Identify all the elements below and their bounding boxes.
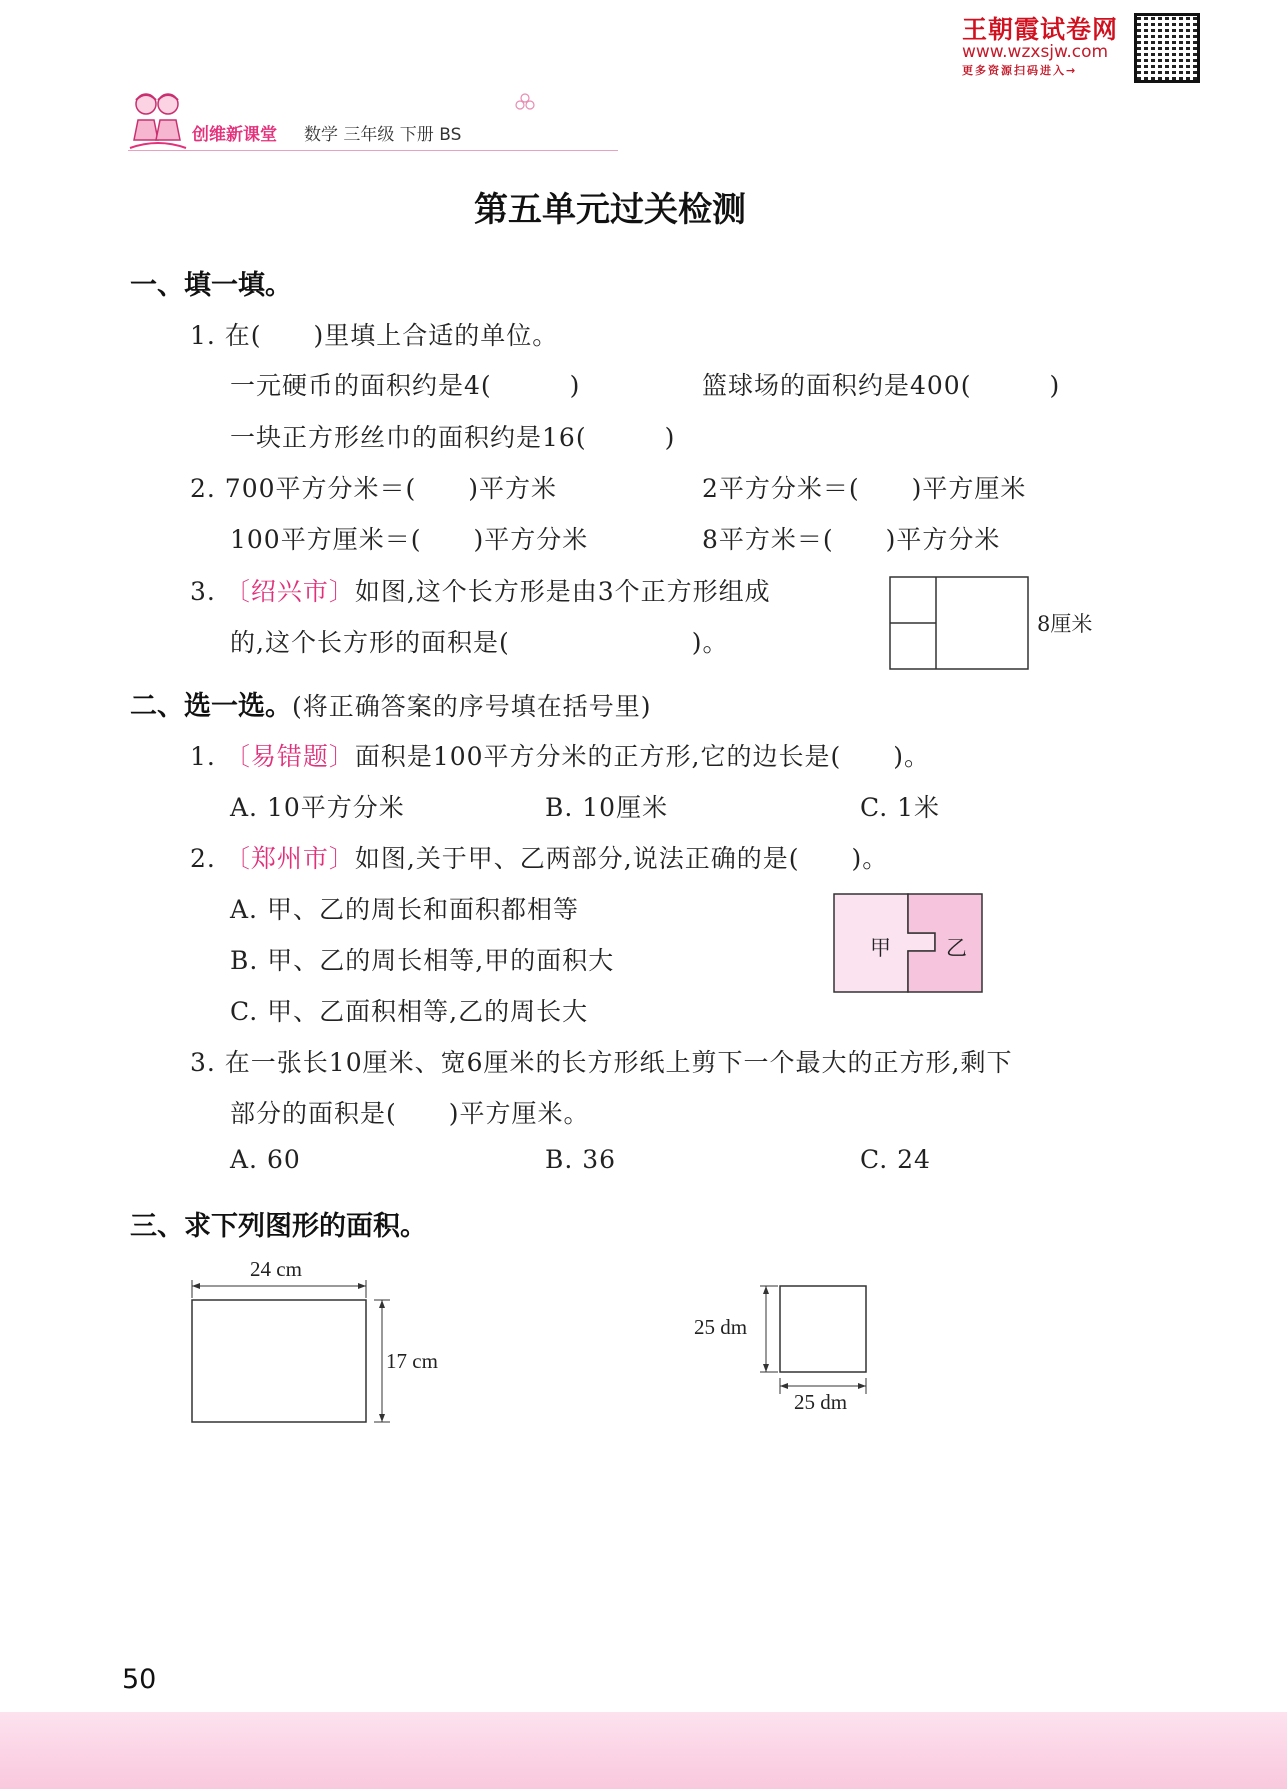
brand-tip: 更多资源扫码进入→ [962, 64, 1078, 77]
s1-q3-text1: 如图,这个长方形是由3个正方形组成 [354, 577, 771, 606]
rect-width-label: 24 cm [250, 1257, 302, 1281]
s2-q1-option-c[interactable]: C. 1米 [860, 793, 941, 822]
mistake-tag: 〔易错题〕 [224, 742, 355, 771]
rect-height-label: 17 cm [386, 1349, 438, 1373]
s1-q2-a: 2. 700平方分米＝( )平方米 [190, 474, 558, 503]
page-title: 第五单元过关检测 [474, 190, 746, 230]
s1-q1-a: 一元硬币的面积约是4( ) [230, 371, 581, 400]
s2-q1-option-b[interactable]: B. 10厘米 [545, 793, 669, 822]
s2-q2-num: 2. [190, 844, 216, 873]
s2-q3-line2: 部分的面积是( )平方厘米。 [230, 1099, 590, 1128]
s2-q3-option-b[interactable]: B. 36 [545, 1145, 617, 1174]
s2-q3-option-a[interactable]: A. 60 [230, 1145, 301, 1174]
s2-q1-text: 面积是100平方分米的正方形,它的边长是( )。 [354, 742, 931, 771]
s2-q3-option-c[interactable]: C. 24 [860, 1145, 931, 1174]
s2-q1-stem [190, 737, 930, 773]
s2-q1-option-a[interactable]: A. 10平方分米 [230, 793, 405, 822]
figure-side-label: 8厘米 [1037, 612, 1093, 636]
s2-q1-num: 1. [190, 742, 216, 771]
subject-info: 数学 三年级 下册 BS [304, 125, 462, 145]
source-tag: 〔绍兴市〕 [224, 577, 355, 606]
square-figure [756, 1282, 868, 1398]
s2-q2-option-c[interactable]: C. 甲、乙面积相等,乙的周长大 [230, 997, 589, 1026]
qr-code-icon[interactable] [1134, 13, 1200, 83]
kids-mascot-icon [128, 90, 188, 152]
section-2-heading [130, 684, 652, 723]
square-side-label-bottom: 25 dm [794, 1390, 848, 1414]
brand-url[interactable]: www.wzxsjw.com [962, 42, 1109, 62]
header-divider [128, 150, 618, 151]
flower-icon [514, 92, 536, 114]
page-number: 50 [122, 1664, 157, 1695]
source-tag: 〔郑州市〕 [224, 844, 355, 873]
s1-q2-c: 100平方厘米＝( )平方分米 [230, 525, 589, 554]
yi-label: 乙 [946, 936, 967, 960]
s2-q2-option-b[interactable]: B. 甲、乙的周长相等,甲的面积大 [230, 946, 615, 975]
footer-band [0, 1712, 1287, 1789]
s2-q3-line1: 3. 在一张长10厘米、宽6厘米的长方形纸上剪下一个最大的正方形,剩下 [190, 1048, 1013, 1077]
section-2-note: (将正确答案的序号填在括号里) [292, 692, 652, 721]
s1-q1-b: 篮球场的面积约是400( ) [702, 371, 1061, 400]
s2-q2-option-a[interactable]: A. 甲、乙的周长和面积都相等 [230, 895, 579, 924]
s1-q3-line2: 的,这个长方形的面积是( )。 [230, 628, 729, 657]
s2-q2-stem [190, 839, 888, 875]
jia-label: 甲 [870, 936, 891, 960]
brand-name: 王朝霞试卷网 [962, 15, 1119, 44]
three-squares-figure [889, 576, 1029, 670]
series-name: 创维新课堂 [192, 125, 277, 145]
s1-q2-b: 2平方分米＝( )平方厘米 [702, 474, 1027, 503]
s1-q1-c: 一块正方形丝巾的面积约是16( ) [230, 423, 676, 452]
square-side-label-left: 25 dm [694, 1315, 748, 1339]
section-3-heading: 三、求下列图形的面积。 [130, 1211, 427, 1242]
rectangle-figure [186, 1276, 396, 1428]
s2-q2-text: 如图,关于甲、乙两部分,说法正确的是( )。 [354, 844, 889, 873]
section-1-heading: 一、填一填。 [130, 270, 292, 301]
s1-q3-line1 [190, 572, 771, 608]
s1-q3-num: 3. [190, 577, 216, 606]
section-2-title: 二、选一选。 [130, 691, 292, 722]
s1-q1-stem: 1. 在( )里填上合适的单位。 [190, 321, 559, 350]
s1-q2-d: 8平方米＝( )平方分米 [702, 525, 1001, 554]
